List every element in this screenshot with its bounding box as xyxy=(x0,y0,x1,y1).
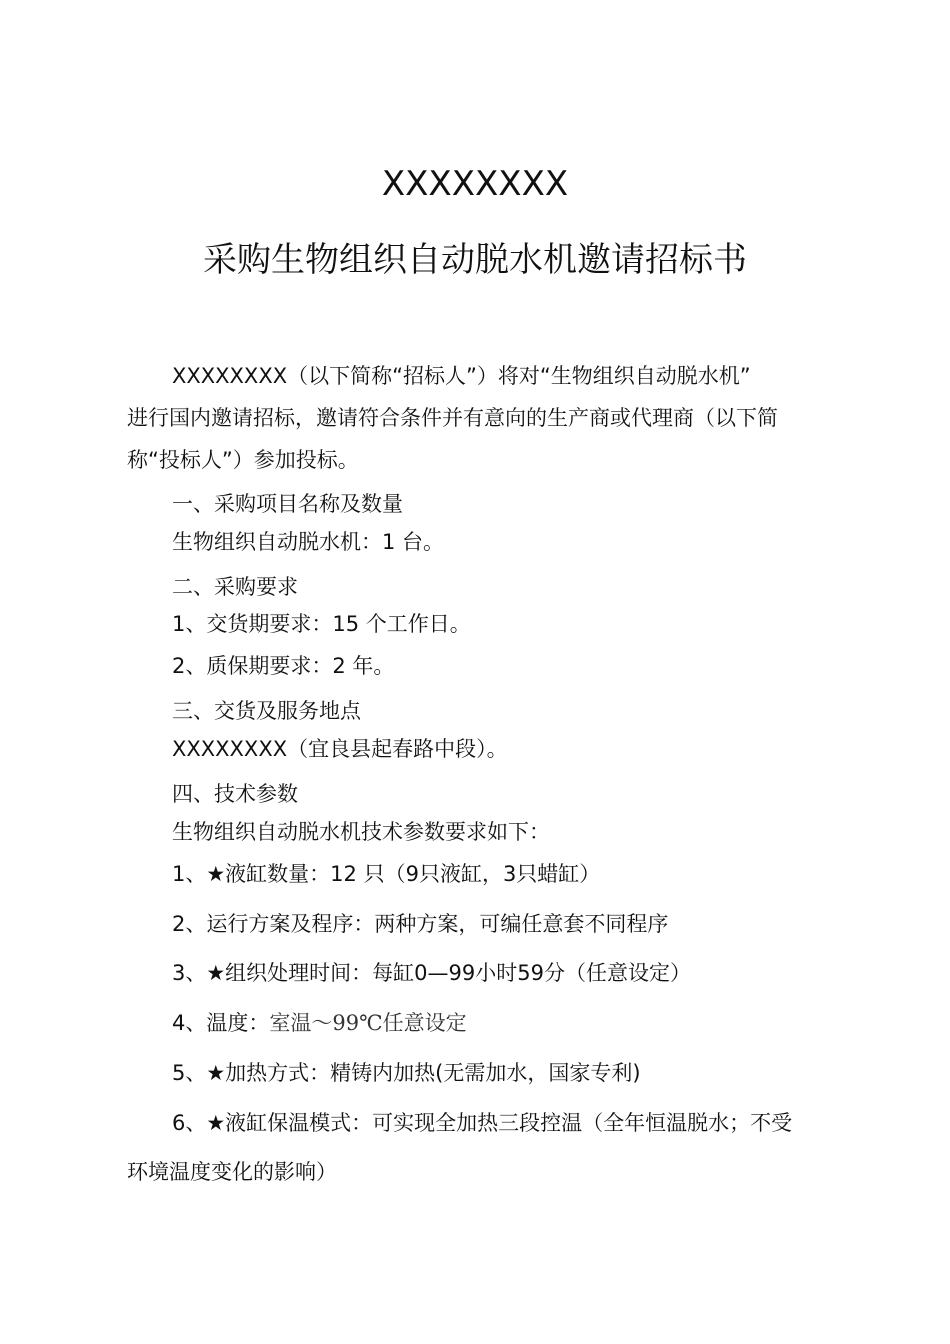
intro-line-2: 进行国内邀请招标，邀请符合条件并有意向的生产商或代理商（以下简 xyxy=(127,406,778,430)
param-5: 5、★加热方式：精铸内加热(无需加水，国家专利) xyxy=(172,1061,641,1085)
intro-line-3: 称“投标人”）参加投标。 xyxy=(127,448,359,472)
document-title-line1: XXXXXXXX xyxy=(381,164,569,204)
param-6: 6、★液缸保温模式：可实现全加热三段控温（全年恒温脱水；不受 xyxy=(172,1111,793,1135)
document-title-line2: 采购生物组织自动脱水机邀请招标书 xyxy=(203,240,747,280)
param-4-value: 室温～99℃任意设定 xyxy=(269,1011,467,1035)
param-4-label: 4、温度： xyxy=(172,1011,270,1035)
section1-heading: 一、采购项目名称及数量 xyxy=(172,492,403,516)
param-4 xyxy=(172,1009,467,1037)
param-1: 1、★液缸数量：12 只（9只液缸，3只蜡缸） xyxy=(172,862,601,886)
section3-heading: 三、交货及服务地点 xyxy=(172,699,361,723)
param-6-continuation: 环境温度变化的影响） xyxy=(127,1160,337,1184)
section2-item-2: 2、质保期要求：2 年。 xyxy=(172,654,395,678)
section1-content: 生物组织自动脱水机：1 台。 xyxy=(172,530,445,554)
param-3: 3、★组织处理时间：每缸0—99小时59分（任意设定） xyxy=(172,961,691,985)
param-2: 2、运行方案及程序：两种方案，可编任意套不同程序 xyxy=(172,912,669,936)
section4-heading: 四、技术参数 xyxy=(172,782,298,806)
section3-content: XXXXXXXX（宜良县起春路中段）。 xyxy=(172,737,508,761)
intro-line-1: XXXXXXXX（以下简称“招标人”）将对“生物组织自动脱水机” xyxy=(172,364,751,388)
section2-heading: 二、采购要求 xyxy=(172,575,298,599)
section4-intro: 生物组织自动脱水机技术参数要求如下： xyxy=(172,820,550,844)
section2-item-1: 1、交货期要求：15 个工作日。 xyxy=(172,612,471,636)
